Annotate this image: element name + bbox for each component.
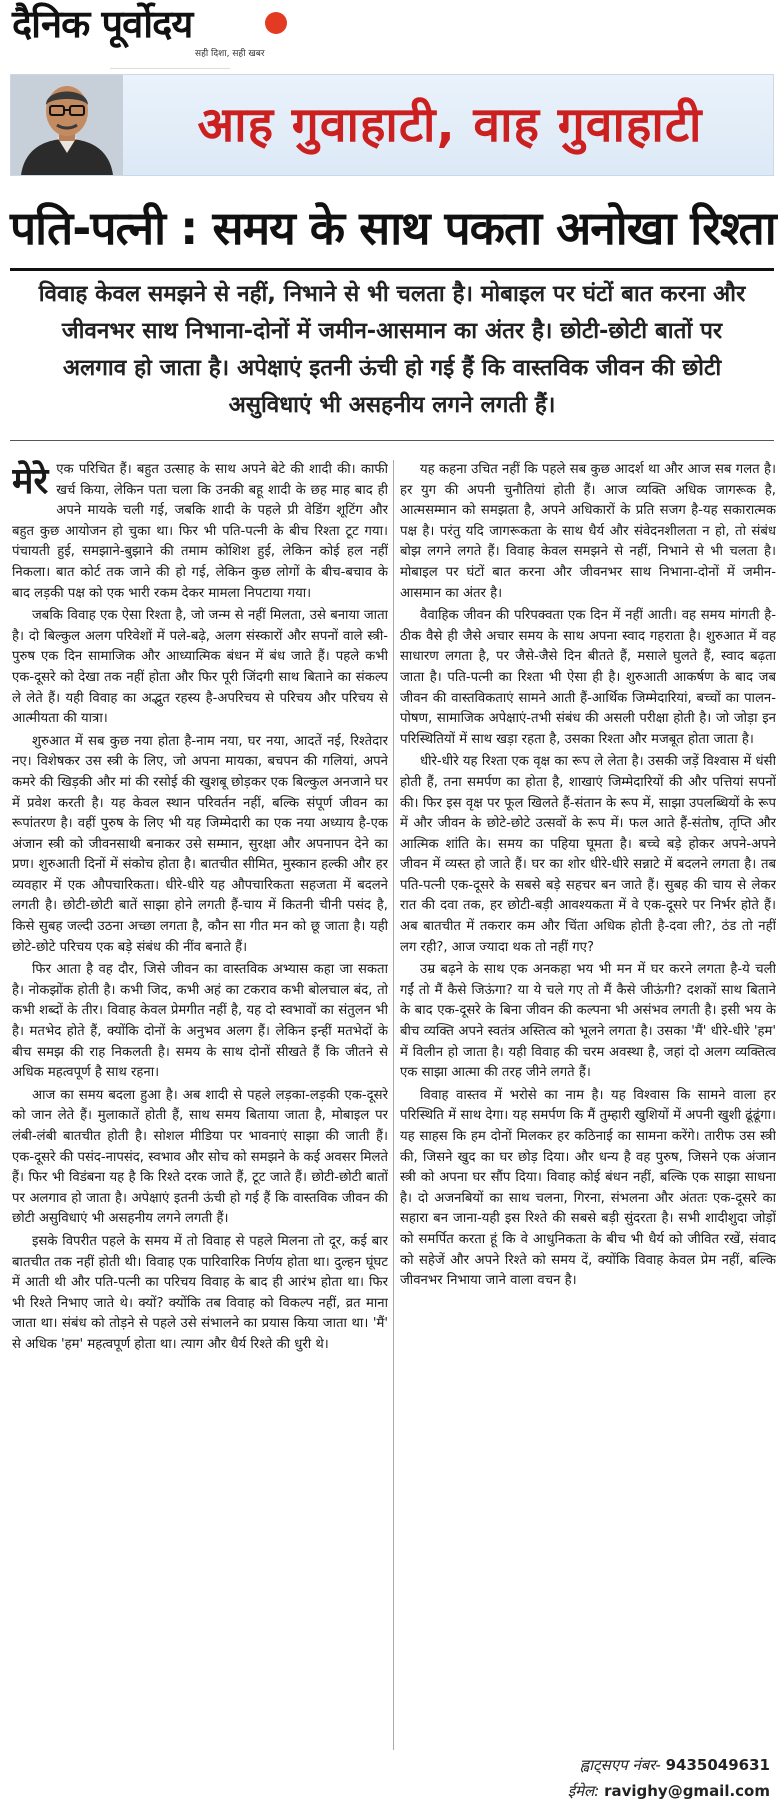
column-divider	[393, 460, 394, 1750]
article-paragraph: फिर आता है वह दौर, जिसे जीवन का वास्तविक अभ्यास कहा जा सकता है। नोकझोंक होती है। कभी जिद, कभी अहं का टकराव कभी बोलचाल बंद, तो कभी शब्दों के तीर। विवाह केवल प्रेमगीत नहीं है, यह दो स्वभावों का संतुलन भी है। मतभेद होते हैं, क्योंकि दोनों के अनुभव अलग हैं। लेकिन इन्हीं मतभेदों के बीच समझ की राह निकलती है। समय के साथ दोनों सीखते हैं कि जीतने से अधिक महत्वपूर्ण है साथ रहना।	[12, 962, 388, 1081]
summary-rule	[10, 440, 774, 441]
article-paragraph: उम्र बढ़ने के साथ एक अनकहा भय भी मन में घर करने लगता है-ये चली गईं तो मैं कैसे जिऊंगा? या ये चले गए तो मैं कैसे जीऊंगी? दशकों साथ बिताने के बाद एक-दूसरे के बिना जीवन की कल्पना भी असंभव लगती है। इसी भय के बीच व्यक्ति अपने स्वतंत्र अस्तित्व को भूलने लगता है। उसका 'मैं' धीरे-धीरे 'हम' में विलीन हो जाता है। यही विवाह की चरम अवस्था है, जहां दो अलग व्यक्तित्व एक साझा आत्मा की तरह जीने लगते हैं।	[400, 962, 776, 1081]
column-banner	[10, 74, 774, 176]
whatsapp-label: ह्वाट्सएप नंबर-	[579, 1756, 661, 1774]
author-contact	[440, 1752, 770, 1804]
drop-cap: मेरे	[12, 461, 49, 502]
author-photo	[11, 75, 123, 175]
article-paragraph: आज का समय बदला हुआ है। अब शादी से पहले लड़का-लड़की एक-दूसरे को जान लेते हैं। मुलाकातें होती हैं, साथ समय बिताया जाता है, मोबाइल पर लंबी-लंबी बातचीत होती है। सोशल मीडिया पर भावनाएं साझा की जाती हैं। एक-दूसरे की पसंद-नापसंद, स्वभाव और सोच को समझने के कई अवसर मिलते हैं। फिर भी विडंबना यह है कि रिश्ते दरक जाते हैं, टूट जाते हैं। छोटी-छोटी बातों पर अलगाव हो जाता है। अपेक्षाएं इतनी ऊंची हो गई हैं कि वास्तविक जीवन की छोटी असुविधाएं भी असहनीय लगने लगती हैं।	[12, 1087, 388, 1227]
article-paragraph: यह कहना उचित नहीं कि पहले सब कुछ आदर्श था और आज सब गलत है। हर युग की अपनी चुनौतियां होती हैं। आज व्यक्ति अधिक जागरूक है, आत्मसम्मान को समझता है, अपने अधिकारों के प्रति सजग है-यह सकारात्मक पक्ष है। परंतु यदि जागरूकता के साथ धैर्य और संवेदनशीलता न हो, तो संबंध बोझ लगने लगते हैं। विवाह केवल समझने से नहीं, निभाने से भी चलता है। मोबाइल पर घंटों बात करना और जीवनभर साथ निभाना-दोनों में जमीन-आसमान का अंतर है।	[400, 462, 776, 601]
article-paragraph: धीरे-धीरे यह रिश्ता एक वृक्ष का रूप ले लेता है। उसकी जड़ें विश्वास में धंसी होती हैं, तना समर्पण का होता है, शाखाएं जिम्मेदारियों की और पत्तियां सपनों की। फिर इस वृक्ष पर फूल खिलते हैं-संतान के रूप में, साझा उपलब्धियों के रूप में और जीवन के छोटे-छोटे उत्सवों के रूप में। फल आते हैं-संतोष, तृप्ति और आत्मिक शांति के। समय का पहिया घूमता है। बच्चे बड़े होकर अपने-अपने जीवन में व्यस्त हो जाते हैं। घर का शोर धीरे-धीरे सन्नाटे में बदलने लगता है। तब पति-पत्नी एक-दूसरे के सबसे बड़े सहचर बन जाते हैं। सुबह की चाय से लेकर रात की दवा तक, हर छोटी-बड़ी आवश्यकता में वे एक-दूसरे पर निर्भर होते हैं। अब बातचीत में तकरार कम और चिंता अधिक होती है-दवा ली?, ठंड तो नहीं लग रही?, आज ज्यादा थक तो नहीं गए?	[400, 754, 776, 955]
article-paragraph: जबकि विवाह एक ऐसा रिश्ता है, जो जन्म से नहीं मिलता, उसे बनाया जाता है। दो बिल्कुल अलग परिवेशों में पले-बढ़े, अलग संस्कारों और सपनों वाले स्त्री-पुरुष एक दिन सामाजिक और आध्यात्मिक बंधन में बंध जाते हैं। पहले कभी एक-दूसरे को देखा तक नहीं होता और फिर पूरी जिंदगी साथ बिताने का संकल्प ले लेते हैं। यही विवाह का अद्भुत रहस्य है-अपरिचय से परिचय और परिचय से आत्मीयता की यात्रा।	[12, 608, 388, 727]
masthead-tagline: सही दिशा, सही खबर	[195, 49, 265, 59]
article-paragraph: इसके विपरीत पहले के समय में तो विवाह से पहले मिलना तो दूर, कई बार बातचीत तक नहीं होती थी। विवाह एक पारिवारिक निर्णय होता था। दुल्हन घूंघट में आती थी और पति-पत्नी का परिचय विवाह के बाद ही आरंभ होता था। फिर भी रिश्ते निभाए जाते थे। क्यों? क्योंकि तब विवाह को विकल्प नहीं, व्रत माना जाता था। संबंध को तोड़ने से पहले उसे संभालने का प्रयास किया जाता था। 'मैं' से अधिक 'हम' महत्वपूर्ण होता था। त्याग और धैर्य रिश्ते की धुरी थे।	[12, 1233, 388, 1352]
article-paragraph: मेरे एक परिचित हैं। बहुत उत्साह के साथ अपने बेटे की शादी की। काफी खर्च किया, लेकिन पता चला कि उनकी बहू शादी के छह माह बाद ही अपने मायके चली गई, जबकि शादी के पहले प्री वेडिंग शूटिंग और बहुत कुछ आयोजन हो चुका था। फिर भी पति-पत्नी के बीच रिश्ता टूट गया। पंचायती हुई, समझाने-बुझाने की तमाम कोशिश हुई, लेकिन कोई हल नहीं निकला। बात कोर्ट तक जाने की हो गई, लेकिन कुछ लोगों के बीच-बचाव के बाद लड़की पक्ष को एक भारी रकम देकर मामला निपटाया गया।	[12, 461, 388, 601]
headline-rule	[10, 268, 774, 271]
article-paragraph: वैवाहिक जीवन की परिपक्वता एक दिन में नहीं आती। वह समय मांगती है-ठीक वैसे ही जैसे अचार समय के साथ अपना स्वाद गहराता है। शुरुआत में वह साधारण लगता है, पर जैसे-जैसे दिन बीतते हैं, मसाले घुलते हैं, स्वाद बढ़ता जाता है। पति-पत्नी का रिश्ता भी ऐसा ही है। शुरुआती आकर्षण के बाद जब जीवन की वास्तविकताएं सामने आती हैं-आर्थिक जिम्मेदारियां, बच्चों का पालन-पोषण, सामाजिक अपेक्षाएं-तभी संबंध की असली परीक्षा होती है। जो जोड़ा इन परिस्थितियों में साथ खड़ा रहता है, उसका रिश्ता और मजबूत होता जाता है।	[400, 608, 776, 747]
email-line	[440, 1778, 770, 1804]
article-paragraph: शुरुआत में सब कुछ नया होता है-नाम नया, घर नया, आदतें नई, रिश्तेदार नए। विशेषकर उस स्त्री के लिए, जो अपना मायका, बचपन की गलियां, अपने कमरे की खिड़की और मां की रसोई की खुशबू छोड़कर एक बिल्कुल अनजाने घर में प्रवेश करती है। यह केवल स्थान परिवर्तन नहीं, बल्कि संपूर्ण जीवन का रूपांतरण है। वहीं पुरुष के लिए भी यह जिम्मेदारी का एक नया अध्याय है-एक अंजान स्त्री को जीवनसाथी बनाकर उसे सम्मान, सुरक्षा और अपनापन देने का प्रण। शुरुआती दिनों में संकोच होता है। बातचीत सीमित, मुस्कान हल्की और हर व्यवहार में एक औपचारिकता। धीरे-धीरे यह औपचारिकता सहजता में बदलने लगती है। छोटी-छोटी बातें साझा होने लगती हैं-चाय में कितनी चीनी पसंद है, किसे सुबह जल्दी उठना अच्छा लगता है, कौन सा गीत मन को छू जाता है। यही छोटे-छोटे परिचय एक बड़े संबंध की नींव बनाते हैं।	[12, 733, 388, 955]
article-summary: विवाह केवल समझने से नहीं, निभाने से भी चलता है। मोबाइल पर घंटों बात करना और जीवनभर साथ निभाना-दोनों में जमीन-आसमान का अंतर है। छोटी-छोटी बातों पर अलगाव हो जाता है। अपेक्षाएं इतनी ऊंची हो गई हैं कि वास्तविक जीवन की छोटी असुविधाएं भी असहनीय लगने लगती हैं।	[38, 281, 746, 418]
masthead-logo-dot	[265, 12, 287, 34]
email-address[interactable]: ravighy@gmail.com	[604, 1782, 770, 1800]
author-photo-icon	[11, 75, 123, 175]
masthead	[12, 2, 282, 66]
article-column-right	[400, 460, 776, 1750]
email-label: ईमेल:	[567, 1782, 600, 1800]
article-paragraph: विवाह वास्तव में भरोसे का नाम है। यह विश्वास कि सामने वाला हर परिस्थिति में साथ देगा। यह समर्पण कि मैं तुम्हारी खुशियों में अपनी खुशी ढूंढूंगा। यह साहस कि हम दोनों मिलकर हर कठिनाई का सामना करेंगे। तारीफ उस स्त्री की, जिसने खुद का घर छोड़ दिया। और धन्य है वह पुरुष, जिसने एक अंजान स्त्री को अपना घर सौंप दिया। विवाह कोई बंधन नहीं, बल्कि एक साझा साधना है। दो अजनबियों का साथ चलना, गिरना, संभलना और अंततः एक-दूसरे का सहारा बन जाना-यही इस रिश्ते की सबसे बड़ी सुंदरता है। सभी शादीशुदा जोड़ों को समर्पित करता हूं कि वे आधुनिकता के बीच भी धैर्य को जीवित रखें, संवाद को सहेजें और अपने रिश्ते को समय दें, क्योंकि विवाह केवल प्रेम नहीं, बल्कि जीवनभर निभाया जाने वाला वचन है।	[400, 1087, 776, 1289]
article-column-left	[12, 460, 388, 1750]
column-title: आह गुवाहाटी, वाह गुवाहाटी	[197, 97, 703, 153]
whatsapp-line	[440, 1752, 770, 1778]
article-headline: पति-पत्नी : समय के साथ पकता अनोखा रिश्ता	[10, 201, 776, 255]
whatsapp-number: 9435049631	[665, 1756, 770, 1774]
masthead-title: दैनिक पूर्वोदय	[12, 2, 193, 46]
masthead-rule	[110, 68, 230, 69]
